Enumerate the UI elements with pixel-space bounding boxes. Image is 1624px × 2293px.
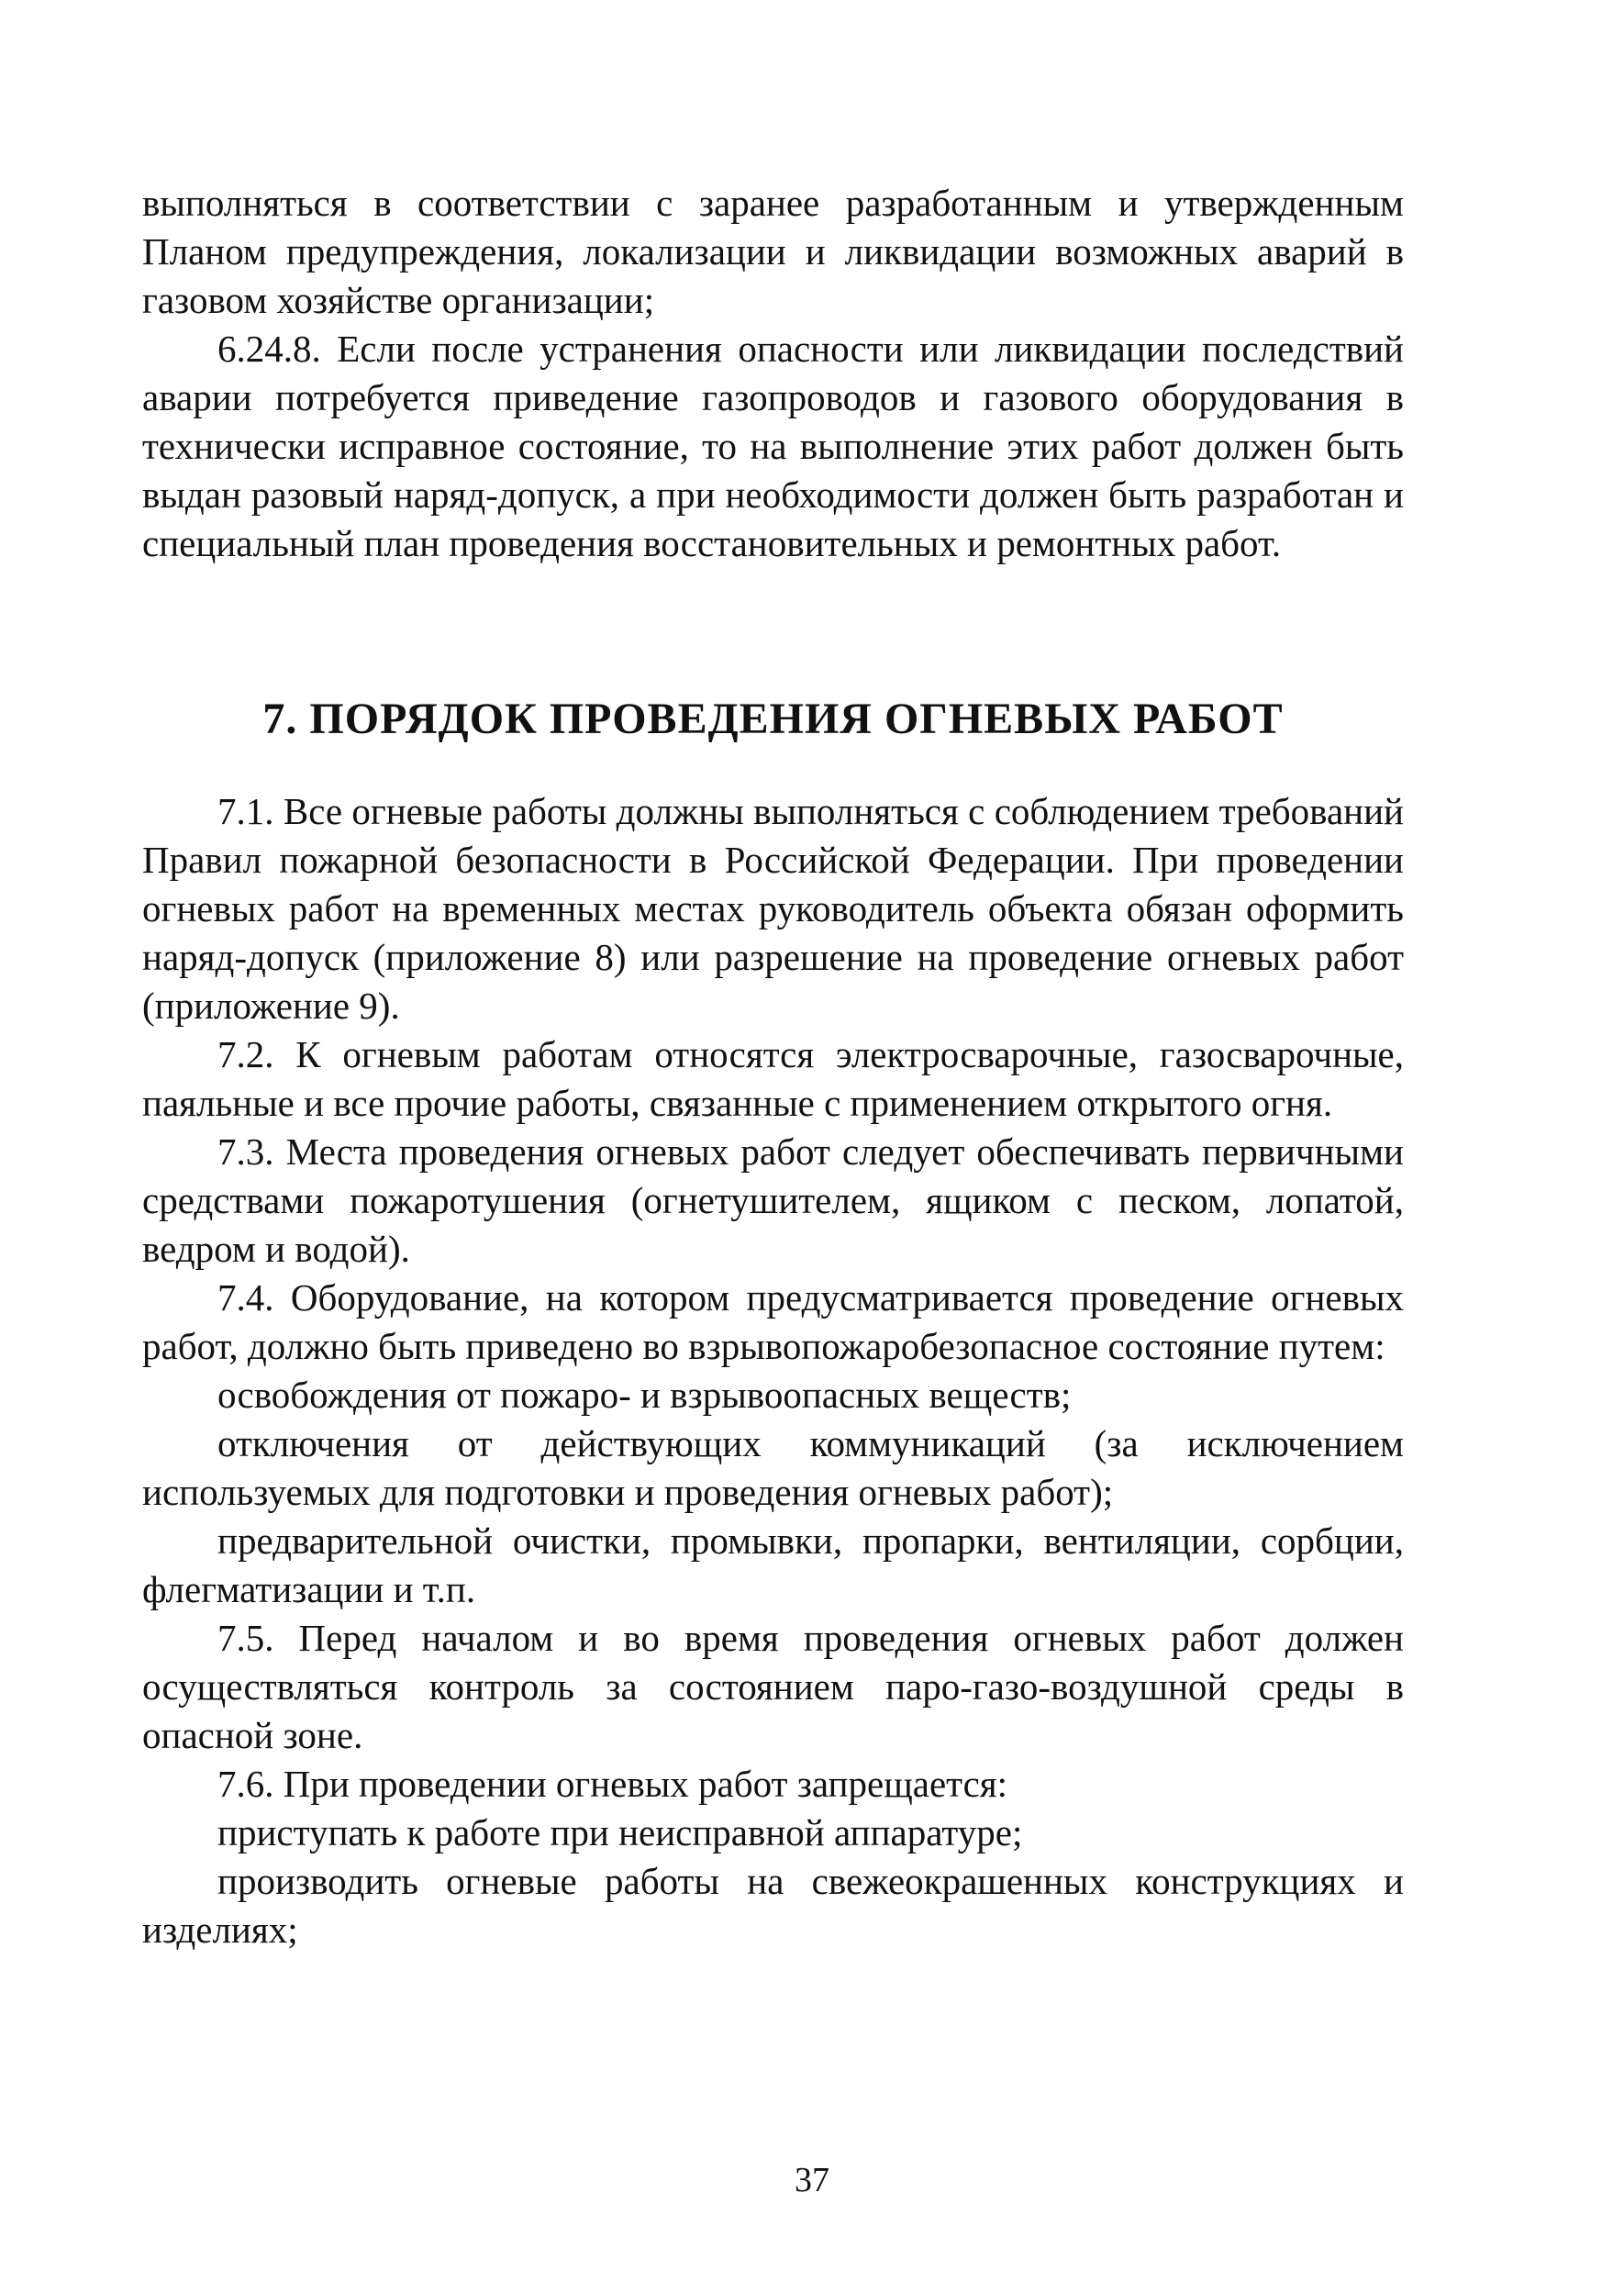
list-item-faulty-equipment: приступать к работе при неисправной аппаратуре; <box>217 1811 1023 1853</box>
list-item-disconnect: отключения от действующих коммуникаций (за исключением используемых для подготовки и проведения огневых работ); <box>142 1422 1404 1513</box>
top-text-block <box>142 179 1404 568</box>
paragraph-continuation: выполняться в соответствии с заранее разработанным и утвержденным Планом предупреждения, локализации и ликвидации возможных аварий в газовом хозяйстве организации; <box>142 182 1404 321</box>
list-item-cleaning: предварительной очистки, промывки, пропарки, вентиляции, сорбции, флегматизации и т.п. <box>142 1519 1404 1610</box>
list-item-fresh-paint: производить огневые работы на свежеокрашенных конструкциях и изделиях; <box>142 1860 1404 1951</box>
paragraph-7-1: 7.1. Все огневые работы должны выполняться с соблюдением требований Правил пожарной безопасности в Российской Федерации. При проведении огневых работ на временных местах руководитель объекта обязан оформить наряд-допуск (приложение 8) или разрешение на проведение огневых работ (приложение 9). <box>142 790 1404 1027</box>
section-heading: 7. ПОРЯДОК ПРОВЕДЕНИЯ ОГНЕВЫХ РАБОТ <box>262 695 1284 743</box>
paragraph-7-5: 7.5. Перед началом и во время проведения огневых работ должен осуществляться контроль за состоянием паро-газо-воздушной среды в опасной зоне. <box>142 1617 1404 1756</box>
paragraph-7-6: 7.6. При проведении огневых работ запрещается: <box>217 1763 1008 1805</box>
paragraph-7-3: 7.3. Места проведения огневых работ следует обеспечивать первичными средствами пожаротушения (огнетушителем, ящиком с песком, лопатой, ведром и водой). <box>142 1130 1404 1270</box>
paragraph-7-4: 7.4. Оборудование, на котором предусматривается проведение огневых работ, должно быть приведено во взрывопожаробезопасное состояние путем: <box>142 1276 1404 1367</box>
paragraph-7-2: 7.2. К огневым работам относятся электросварочные, газосварочные, паяльные и все прочие работы, связанные с применением открытого огня. <box>142 1033 1404 1124</box>
section-text-block <box>142 787 1404 1954</box>
paragraph-6-24-8: 6.24.8. Если после устранения опасности или ликвидации последствий аварии потребуется приведение газопроводов и газового оборудования в технически исправное состояние, то на выполнение этих работ должен быть выдан разовый наряд-допуск, а при необходимости должен быть разработан и специальный план проведения восстановительных и ремонтных работ. <box>142 328 1404 564</box>
list-item-release: освобождения от пожаро- и взрывоопасных веществ; <box>217 1374 1072 1416</box>
page-number: 37 <box>795 2161 829 2199</box>
